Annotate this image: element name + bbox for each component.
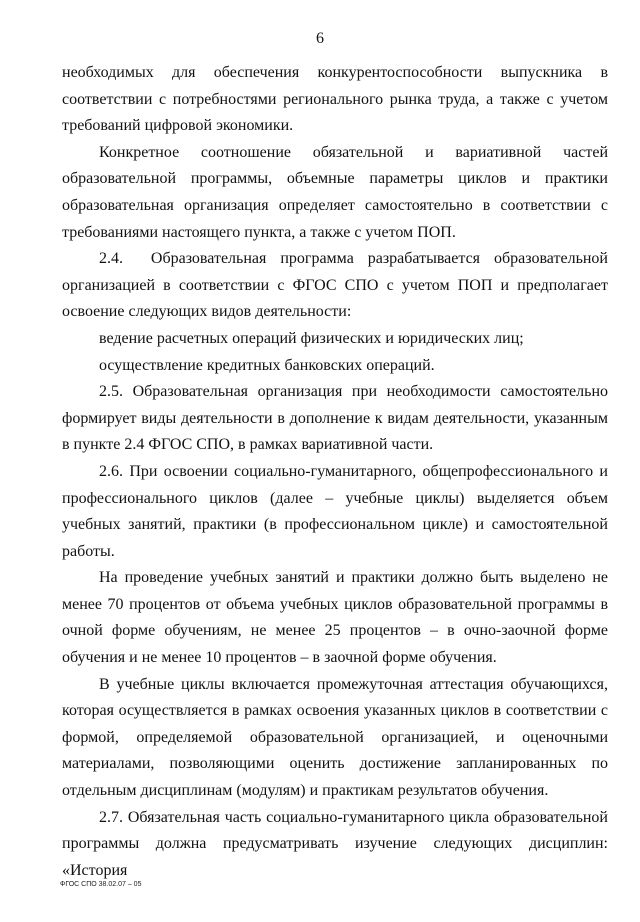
paragraph-7: 2.6. При освоении социально-гуманитарного, общепрофессионального и профессионального циклов (далее – учебные циклы) выделяется объем учебных занятий, практики (в профессиональном цикле) и самостоятельной работы. (62, 462, 608, 560)
paragraph-8: На проведение учебных занятий и практики должно быть выделено не менее 70 процентов от объема учебных циклов образовательной программы в очной форме обучениям, не менее 25 процентов – в очно-заочной форме обучения и не менее 10 процентов – в заочной форме обучения. (62, 569, 608, 667)
paragraph-10: 2.7. Обязательная часть социально-гуманитарного цикла образовательной программы должна предусматривать изучение следующих дисциплин: «История (62, 808, 608, 879)
document-body (62, 60, 612, 884)
paragraph-1: необходимых для обеспечения конкурентоспособности выпускника в соответствии с потребностями регионального рынка труда, а также с учетом требований цифровой экономики. (62, 64, 608, 135)
paragraph-3: 2.4. Образовательная программа разрабатывается образовательной организацией в соответствии с ФГОС СПО с учетом ПОП и предполагает освоение следующих видов деятельности: (62, 250, 612, 321)
footer-document-code: ФГОС СПО 38.02.07 – 05 (60, 881, 142, 888)
paragraph-2: Конкретное соотношение обязательной и вариативной частей образовательной программы, объемные параметры циклов и практики образовательная организация определяет самостоятельно в соответствии с требованиями настоящего пункта, а также с учетом ПОП. (62, 143, 608, 241)
paragraph-9: В учебные циклы включается промежуточная аттестация обучающихся, которая осуществляется в рамках освоения указанных циклов в соответствии с формой, определяемой образовательной организацией, и оценочными материалами, позволяющими оценить достижение запланированных по отдельным дисциплинам (модулям) и практикам результатов обучения. (62, 675, 608, 800)
paragraph-4: ведение расчетных операций физических и юридических лиц; (99, 329, 524, 347)
page-number: 6 (316, 30, 324, 47)
paragraph-5: осуществление кредитных банковских операций. (99, 356, 435, 374)
paragraph-6: 2.5. Образовательная организация при необходимости самостоятельно формирует виды деятельности в дополнение к видам деятельности, указанным в пункте 2.4 ФГОС СПО, в рамках вариативной части. (62, 383, 608, 454)
